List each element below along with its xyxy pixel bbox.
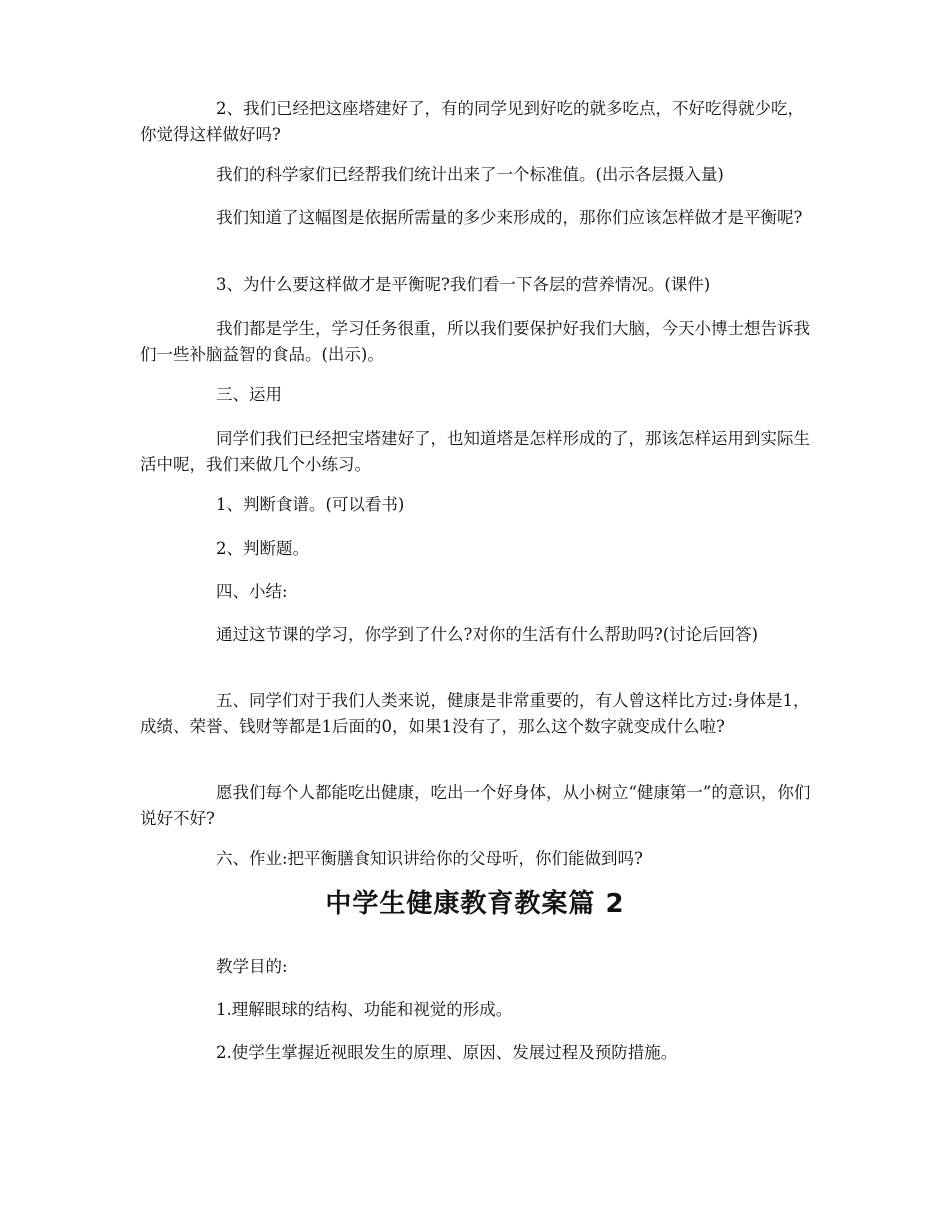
list-item-judgement: 2、判断题。 xyxy=(216,539,309,558)
paragraph-homework: 六、作业:把平衡膳食知识讲给你的父母听，你们能做到吗? xyxy=(216,849,643,868)
paragraph-health-first: 愿我们每个人都能吃出健康，吃出一个好身体，从小树立“健康第一”的意识，你们说好不好? xyxy=(140,783,811,828)
heading-apply: 三、运用 xyxy=(216,385,282,404)
list-item-goal-2: 2.使学生掌握近视眼发生的原理、原因、发展过程及预防措施。 xyxy=(216,1043,678,1062)
paragraph-teaching-goal: 教学目的: xyxy=(216,957,288,976)
paragraph-apply-intro: 同学们我们已经把宝塔建好了，也知道塔是怎样形成的了，那该怎样运用到实际生活中呢，我们来做几个小练习。 xyxy=(140,429,810,474)
paragraph-standard-value: 我们的科学家们已经帮我们统计出来了一个标准值。(出示各层摄入量) xyxy=(216,165,724,184)
paragraph-health-metaphor: 五、同学们对于我们人类来说，健康是非常重要的，有人曾这样比方过:身体是1，成绩、荣誉、钱财等都是1后面的0，如果1没有了，那么这个数字就变成什么啦? xyxy=(140,691,810,736)
paragraph-tower-question: 2、我们已经把这座塔建好了，有的同学见到好吃的就多吃点，不好吃得就少吃，你觉得这样做好吗? xyxy=(140,99,804,144)
paragraph-nutrition: 3、为什么要这样做才是平衡呢?我们看一下各层的营养情况。(课件) xyxy=(216,275,711,294)
paragraph-summary-question: 通过这节课的学习，你学到了什么?对你的生活有什么帮助吗?(讨论后回答) xyxy=(216,625,759,644)
list-item-goal-1: 1.理解眼球的结构、功能和视觉的形成。 xyxy=(216,1000,513,1019)
heading-summary: 四、小结: xyxy=(216,582,288,601)
paragraph-balance-question: 我们知道了这幅图是依据所需量的多少来形成的，那你们应该怎样做才是平衡呢? xyxy=(216,208,803,227)
list-item-recipe: 1、判断食谱。(可以看书) xyxy=(216,495,405,514)
paragraph-brain-food: 我们都是学生，学习任务很重，所以我们要保护好我们大脑，今天小博士想告诉我们一些补脑益智的食品。(出示)。 xyxy=(140,319,810,364)
section-title: 中学生健康教育教案篇 2 xyxy=(325,889,625,919)
